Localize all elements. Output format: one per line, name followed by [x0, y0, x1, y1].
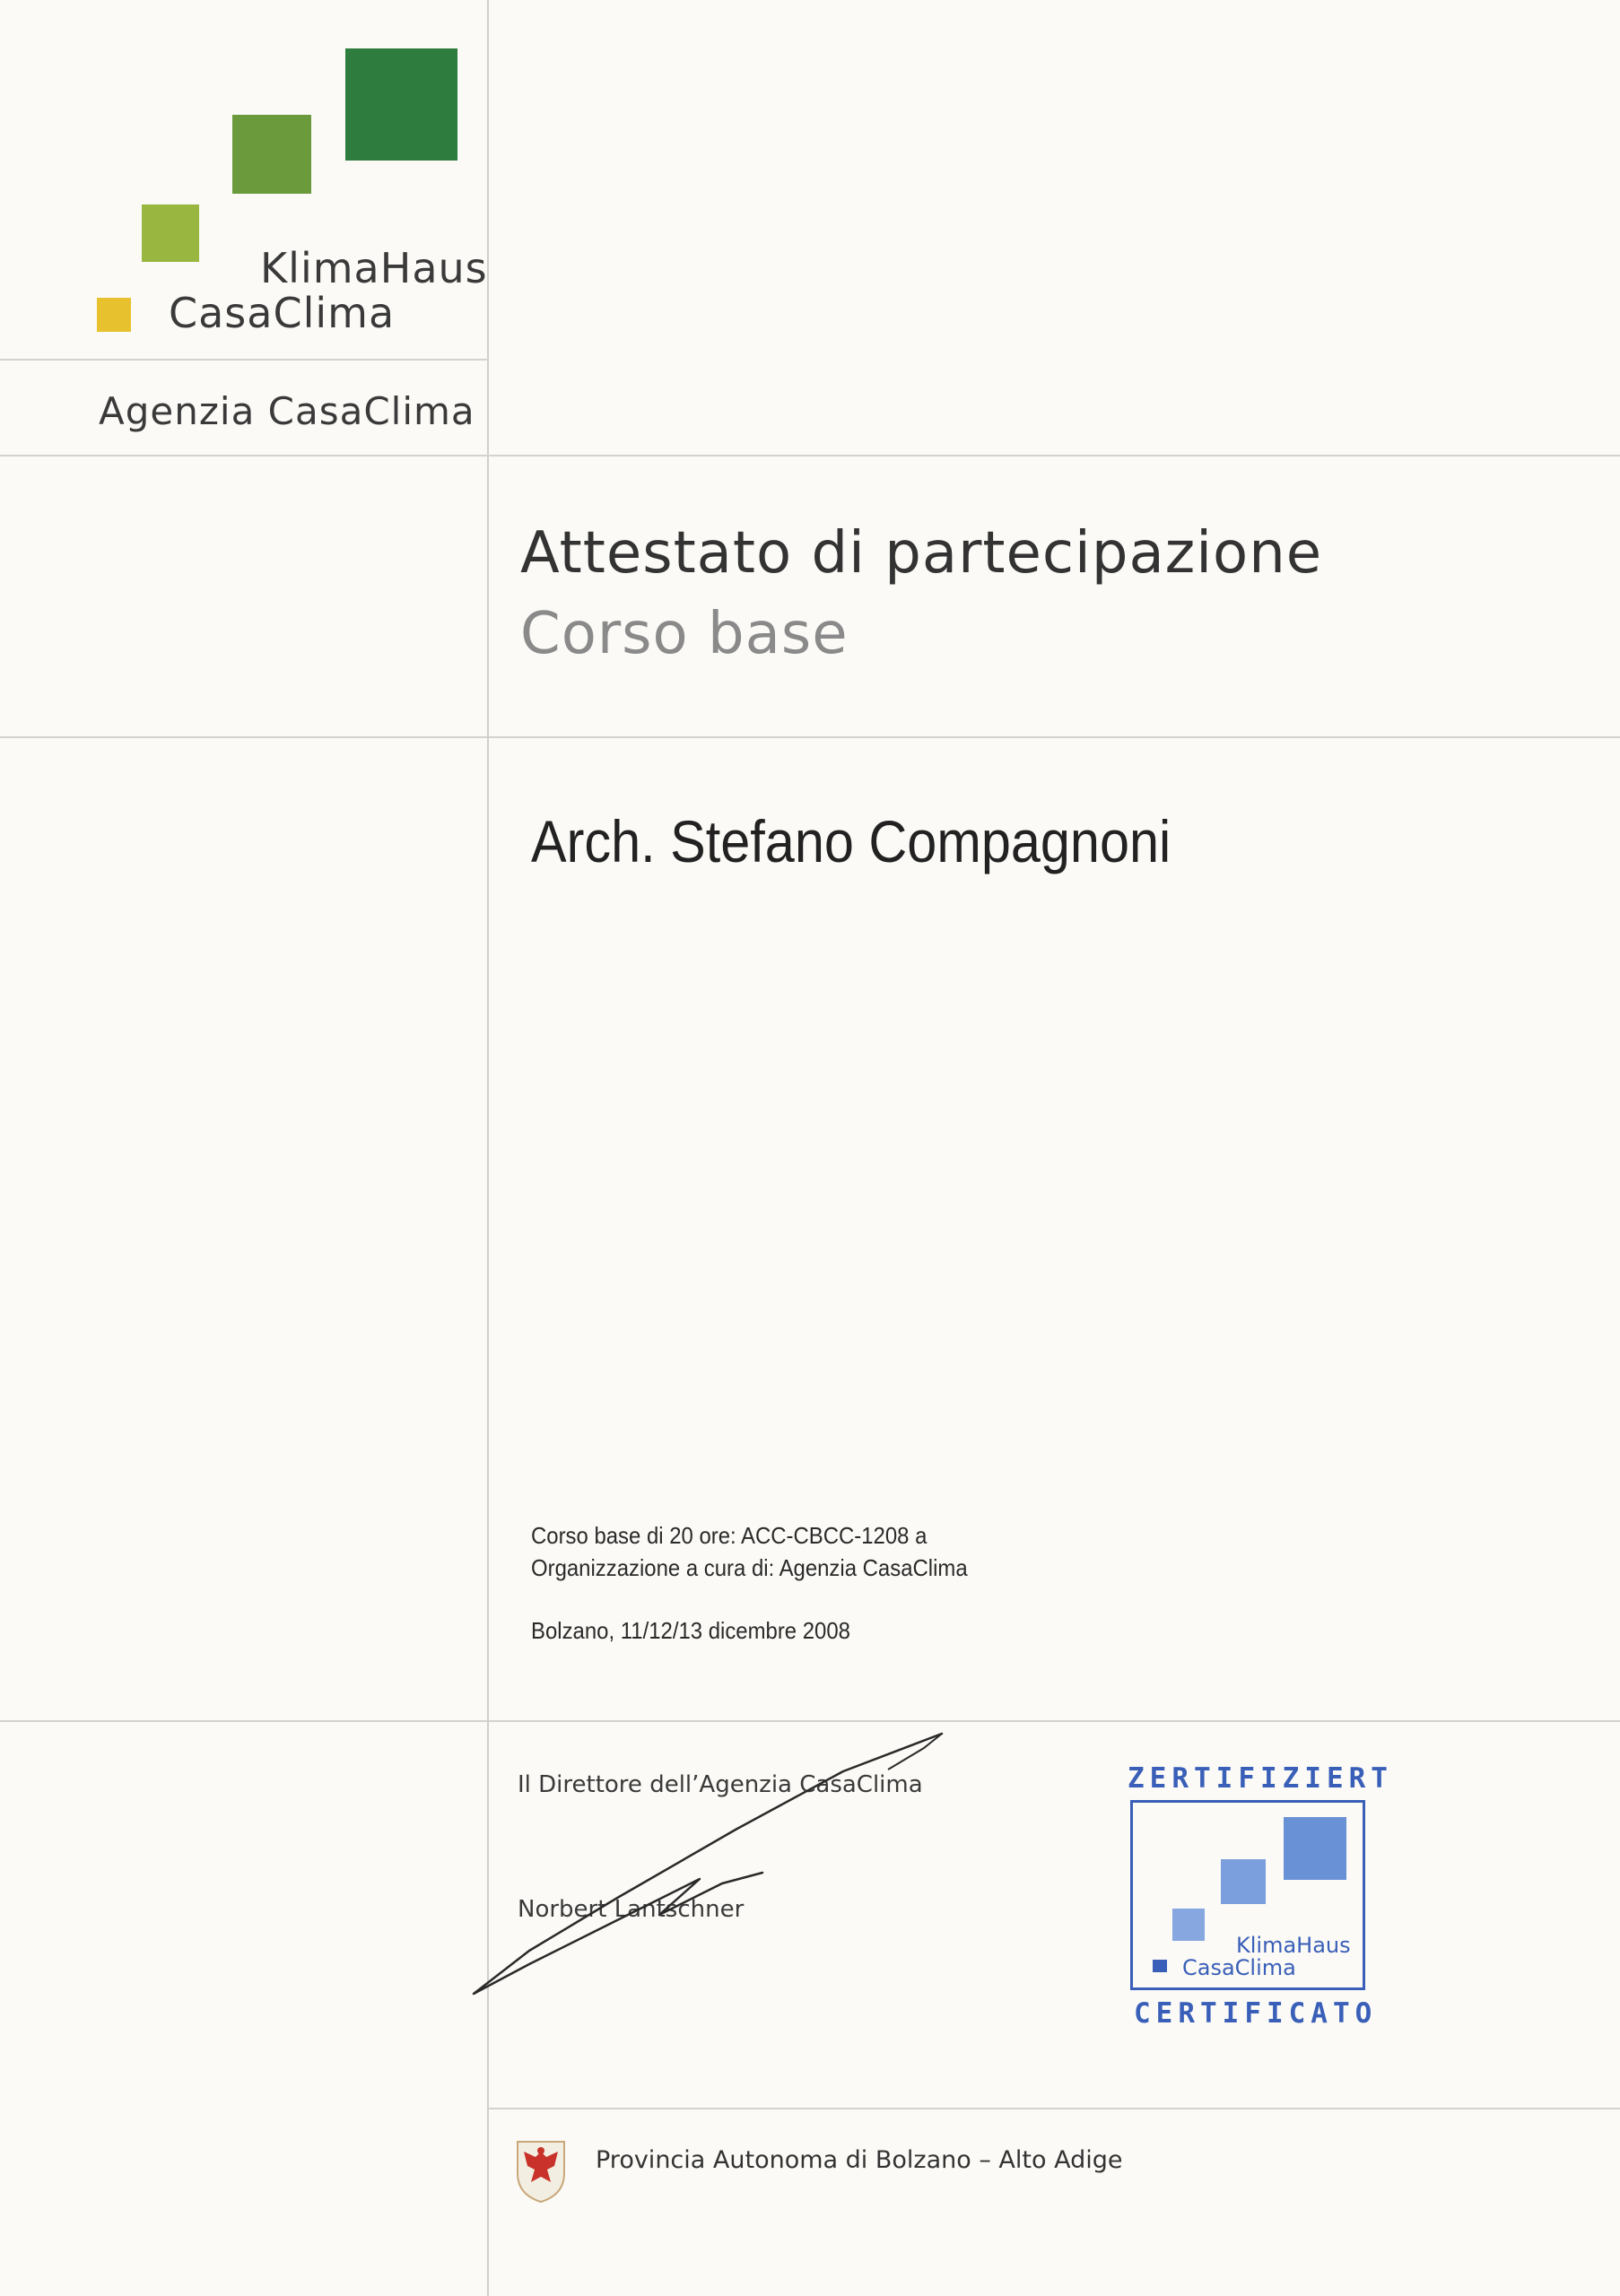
organizer-line: Organizzazione a cura di: Agenzia CasaClima [531, 1554, 968, 1581]
divider-title [0, 736, 1620, 738]
place-date-line: Bolzano, 11/12/13 dicembre 2008 [531, 1617, 850, 1644]
eagle-coat-of-arms-icon [515, 2139, 567, 2204]
logo-square-large [345, 48, 457, 161]
divider-header [0, 455, 1620, 457]
stamp-square-small [1172, 1909, 1205, 1941]
certificate-title: Attestato di partecipazione [520, 520, 1323, 587]
stamp-text-top: ZERTIFIZIERT [1128, 1762, 1393, 1795]
stamp-square-medium [1221, 1859, 1266, 1904]
stamp-box [1130, 1800, 1365, 1990]
logo-text-casaclima: CasaClima [169, 289, 396, 337]
stamp-logo-casaclima: CasaClima [1182, 1955, 1296, 1980]
signatory-name: Norbert Lantschner [518, 1896, 745, 1923]
logo-square-small [142, 204, 199, 262]
stamp-logo-klimahaus: KlimaHaus [1236, 1933, 1351, 1958]
divider-logo [0, 359, 489, 361]
handwritten-signature [466, 1726, 951, 2005]
logo-square-medium [232, 115, 311, 194]
logo-square-yellow [97, 298, 131, 332]
divider-details [0, 1720, 1620, 1722]
course-line: Corso base di 20 ore: ACC-CBCC-1208 a [531, 1522, 928, 1549]
signatory-role: Il Direttore dell’Agenzia CasaClima [518, 1771, 923, 1798]
agency-name: Agenzia CasaClima [99, 389, 475, 433]
logo-text-klimahaus: KlimaHaus [260, 244, 488, 292]
stamp-square-tiny [1153, 1960, 1167, 1972]
footer-province: Provincia Autonoma di Bolzano – Alto Adige [596, 2146, 1123, 2174]
recipient-name: Arch. Stefano Compagnoni [531, 808, 1171, 874]
stamp-square-large [1284, 1817, 1346, 1880]
stamp-text-bottom: CERTIFICATO [1134, 1997, 1378, 2030]
divider-footer [489, 2108, 1620, 2109]
certificate-subtitle: Corso base [520, 601, 849, 667]
